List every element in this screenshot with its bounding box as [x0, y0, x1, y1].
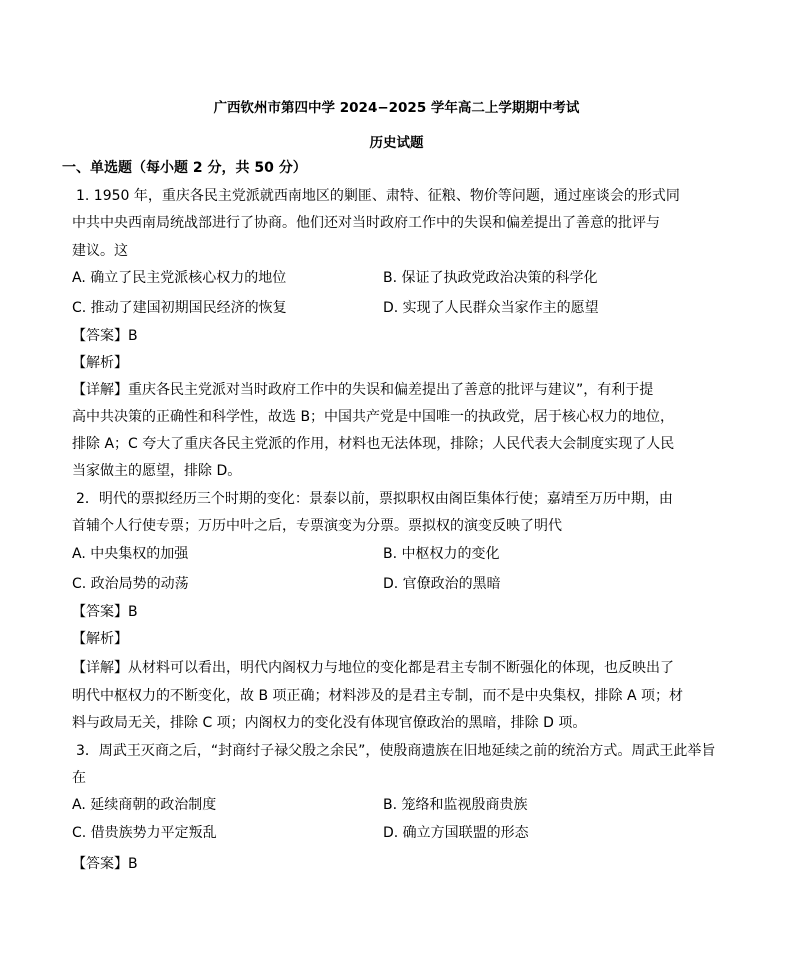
q1-detail-line-4: 当家做主的愿望，排除 D。: [72, 463, 242, 479]
q2-detail-line-2: 明代中枢权力的不断变化，故 B 项正确；材料涉及的是君主专制，而不是中央集权，排除 A 项；材: [72, 688, 683, 704]
q1-detail-line-3: 排除 A；C 夸大了重庆各民主党派的作用，材料也无法体现，排除；人民代表大会制度实现了人民: [72, 436, 675, 452]
q3-stem-line-2: 在: [72, 770, 86, 786]
exam-subtitle: 历史试题: [369, 135, 424, 151]
q1-option-a: A. 确立了民主党派核心权力的地位: [72, 270, 287, 286]
q2-stem-line-1: 2．明代的票拟经历三个时期的变化：景泰以前，票拟职权由阁臣集体行使；嘉靖至万历中期，由: [76, 491, 673, 507]
q1-option-c: C. 推动了建国初期国民经济的恢复: [72, 300, 287, 316]
q3-stem-line-1: 3．周武王灭商之后，“封商纣子禄父殷之余民”，使殷商遗族在旧地延续之前的统治方式。周武王此举旨: [76, 743, 716, 759]
q1-stem-line-2: 中共中央西南局统战部进行了协商。他们还对当时政府工作中的失误和偏差提出了善意的批评与: [72, 215, 660, 231]
q1-answer: 【答案】B: [72, 328, 138, 344]
q2-detail-line-3: 料与政局无关，排除 C 项；内阁权力的变化没有体现官僚政治的黑暗，排除 D 项。: [72, 715, 587, 731]
q1-detail-line-2: 高中共决策的正确性和科学性，故选 B；中国共产党是中国唯一的执政党，居于核心权力的地位，: [72, 409, 675, 425]
q2-option-c: C. 政治局势的动荡: [72, 576, 189, 592]
q2-option-b: B. 中枢权力的变化: [383, 546, 500, 562]
q3-option-a: A. 延续商朝的政治制度: [72, 797, 217, 813]
q3-option-c: C. 借贵族势力平定叛乱: [72, 825, 217, 841]
q2-option-a: A. 中央集权的加强: [72, 546, 189, 562]
q3-option-d: D. 确立方国联盟的形态: [383, 825, 529, 841]
section-heading: 一、单选题（每小题 2 分，共 50 分）: [62, 160, 307, 176]
q3-option-b: B. 笼络和监视殷商贵族: [383, 797, 528, 813]
q3-answer: 【答案】B: [72, 856, 138, 872]
q2-detail-line-1: 【详解】从材料可以看出，明代内阁权力与地位的变化都是君主专制不断强化的体现，也反映出了: [72, 660, 674, 676]
q1-option-d: D. 实现了人民群众当家作主的愿望: [383, 300, 599, 316]
q1-stem-line-1: 1. 1950 年，重庆各民主党派就西南地区的剿匪、肃特、征粮、物价等问题，通过座谈会的形式同: [76, 188, 680, 204]
q1-detail-line-1: 【详解】重庆各民主党派对当时政府工作中的失误和偏差提出了善意的批评与建议”，有利于提: [72, 382, 654, 398]
q1-stem-line-3: 建议。这: [72, 243, 128, 259]
q1-analysis-label: 【解析】: [72, 355, 128, 371]
q2-answer: 【答案】B: [72, 604, 138, 620]
q2-stem-line-2: 首辅个人行使专票；万历中叶之后，专票演变为分票。票拟权的演变反映了明代: [72, 518, 562, 534]
q1-option-b: B. 保证了执政党政治决策的科学化: [383, 270, 598, 286]
exam-title: 广西钦州市第四中学 2024−2025 学年高二上学期期中考试: [213, 100, 580, 116]
q2-option-d: D. 官僚政治的黑暗: [383, 576, 501, 592]
q2-analysis-label: 【解析】: [72, 631, 128, 647]
